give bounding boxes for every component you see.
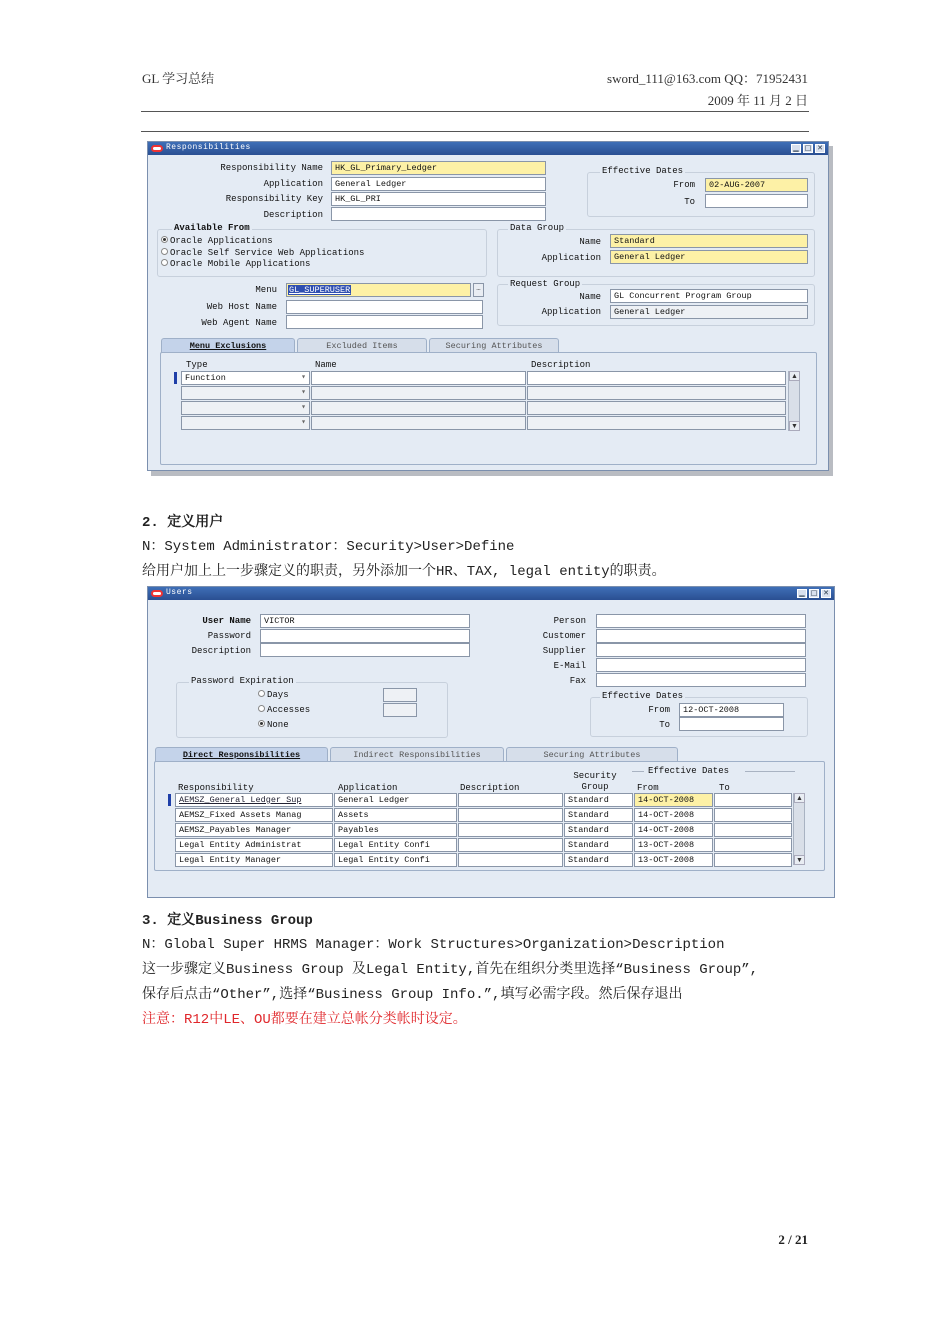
radio-selected-icon xyxy=(161,236,168,243)
current-record-indicator xyxy=(174,372,177,384)
oracle-logo-icon xyxy=(151,590,163,597)
to-date-cell[interactable] xyxy=(714,853,792,867)
web-agent-label: Web Agent Name xyxy=(201,318,277,328)
fax-label: Fax xyxy=(569,676,586,686)
col-description: Description xyxy=(531,360,591,370)
application-cell[interactable]: Assets xyxy=(334,808,457,822)
available-from-label: Available From xyxy=(174,223,250,233)
description-cell[interactable] xyxy=(527,386,786,400)
section-3-line2: 保存后点击“Other”,选择“Business Group Info.”,填写必需字段。然后保存退出 xyxy=(142,987,683,1003)
security-group-cell[interactable]: Standard xyxy=(564,853,633,867)
responsibility-key-label: Responsibility Key xyxy=(225,194,323,204)
dg-name-field[interactable]: Standard xyxy=(610,234,808,248)
password-expiration-label: Password Expiration xyxy=(191,676,294,686)
name-cell[interactable] xyxy=(311,386,526,400)
radio-accesses[interactable]: Accesses xyxy=(258,705,310,715)
maximize-icon[interactable]: □ xyxy=(810,589,818,597)
group-rule xyxy=(632,771,644,772)
type-select[interactable] xyxy=(181,401,310,415)
menu-lov-button[interactable]: … xyxy=(473,283,484,297)
application-field[interactable]: General Ledger xyxy=(331,177,546,191)
radio-mobile[interactable]: Oracle Mobile Applications xyxy=(161,259,310,269)
request-group-label: Request Group xyxy=(510,279,581,289)
section-2-nav: N：System Administrator：Security>User>Define xyxy=(142,539,515,555)
description-cell[interactable] xyxy=(458,853,563,867)
window-title: Users xyxy=(166,588,193,597)
description-cell[interactable] xyxy=(527,401,786,415)
description-field[interactable] xyxy=(331,207,546,221)
web-agent-field[interactable] xyxy=(286,315,483,329)
to-date-field[interactable] xyxy=(705,194,808,208)
name-cell[interactable] xyxy=(311,371,526,385)
col-security-group: Security Group xyxy=(573,771,617,792)
user-from-field[interactable]: 12-OCT-2008 xyxy=(679,703,784,717)
radio-none[interactable]: None xyxy=(258,720,289,730)
application-cell[interactable]: Legal Entity Confi xyxy=(334,838,457,852)
description-cell[interactable] xyxy=(458,808,563,822)
dg-name-label: Name xyxy=(579,237,601,247)
responsibility-key-field[interactable]: HK_GL_PRI xyxy=(331,192,546,206)
col-to: To xyxy=(719,783,730,793)
radio-oracle-applications[interactable]: Oracle Applications xyxy=(161,236,273,246)
section-3-note: 注意：R12中LE、OU都要在建立总帐分类帐时设定。 xyxy=(142,1012,467,1028)
web-host-label: Web Host Name xyxy=(206,302,277,312)
section-3-heading: 3. 定义Business Group xyxy=(142,913,313,929)
window-title: Responsibilities xyxy=(166,143,251,152)
description-cell[interactable] xyxy=(527,371,786,385)
tab-excluded-items[interactable]: Excluded Items xyxy=(297,338,427,353)
user-to-label: To xyxy=(659,720,670,730)
type-select[interactable] xyxy=(181,416,310,430)
radio-icon xyxy=(161,259,168,266)
minimize-icon[interactable]: ▁ xyxy=(791,144,801,153)
header-rule-2 xyxy=(141,131,809,132)
to-date-cell[interactable] xyxy=(714,793,792,807)
rg-name-field[interactable]: GL Concurrent Program Group xyxy=(610,289,808,303)
from-date-cell[interactable]: 14-OCT-2008 xyxy=(634,808,713,822)
user-description-label: Description xyxy=(191,646,251,656)
name-cell[interactable] xyxy=(311,401,526,415)
password-field[interactable] xyxy=(260,629,470,643)
responsibility-cell[interactable]: Legal Entity Administrat xyxy=(175,838,333,852)
email-label: E-Mail xyxy=(553,661,586,671)
header-right-date: 2009 年 11 月 2 日 xyxy=(707,93,808,108)
from-date-field[interactable]: 02-AUG-2007 xyxy=(705,178,808,192)
email-field[interactable] xyxy=(596,658,806,672)
section-3-line1: 这一步骤定义Business Group 及Legal Entity,首先在组织分类里选择“Business Group”, xyxy=(142,962,759,978)
radio-days[interactable]: Days xyxy=(258,690,289,700)
responsibility-cell[interactable]: AEMSZ_General Ledger Sup xyxy=(175,793,333,807)
scroll-down-icon[interactable]: ▼ xyxy=(789,421,800,431)
password-label: Password xyxy=(207,631,251,641)
supplier-field[interactable] xyxy=(596,643,806,657)
section-2-heading: 2. 定义用户 xyxy=(142,515,224,531)
scroll-up-icon[interactable]: ▲ xyxy=(789,371,800,381)
supplier-label: Supplier xyxy=(542,646,586,656)
data-group-label: Data Group xyxy=(510,223,565,233)
radio-selected-icon xyxy=(258,720,265,727)
description-label: Description xyxy=(263,210,323,220)
security-group-cell[interactable]: Standard xyxy=(564,793,633,807)
current-record-indicator xyxy=(168,794,171,806)
dg-application-label: Application xyxy=(541,253,601,263)
rg-application-label: Application xyxy=(541,307,601,317)
description-cell[interactable] xyxy=(458,838,563,852)
responsibility-name-label: Responsibility Name xyxy=(220,163,323,173)
menu-value: GL_SUPERUSER xyxy=(289,285,351,295)
rg-application-field[interactable]: General Ledger xyxy=(610,305,808,319)
user-name-field[interactable]: VICTOR xyxy=(260,614,470,628)
application-cell[interactable]: Payables xyxy=(334,823,457,837)
menu-field[interactable] xyxy=(286,283,471,297)
section-2-text: 给用户加上上一步骤定义的职责，另外添加一个HR、TAX, legal entity的职责。 xyxy=(142,564,666,580)
header-left: GL 学习总结 xyxy=(142,71,215,86)
oracle-logo-icon xyxy=(151,145,163,152)
radio-icon xyxy=(258,705,265,712)
header-rule xyxy=(141,111,809,112)
responsibility-cell[interactable]: Legal Entity Manager xyxy=(175,853,333,867)
to-date-cell[interactable] xyxy=(714,808,792,822)
tab-user-securing-attributes[interactable]: Securing Attributes xyxy=(506,747,678,762)
accesses-field[interactable] xyxy=(383,703,417,717)
col-responsibility: Responsibility xyxy=(178,783,254,793)
responsibility-cell[interactable]: AEMSZ_Fixed Assets Manag xyxy=(175,808,333,822)
tab-indirect-responsibilities[interactable]: Indirect Responsibilities xyxy=(330,747,504,762)
customer-label: Customer xyxy=(542,631,586,641)
to-date-cell[interactable] xyxy=(714,838,792,852)
rg-name-label: Name xyxy=(579,292,601,302)
scroll-up-icon[interactable]: ▲ xyxy=(794,793,805,803)
responsibility-name-field[interactable]: HK_GL_Primary_Ledger xyxy=(331,161,546,175)
col-from: From xyxy=(637,783,659,793)
type-select[interactable]: Function ▾ xyxy=(181,371,310,385)
from-date-cell[interactable]: 13-OCT-2008 xyxy=(634,838,713,852)
section-3-nav: N：Global Super HRMS Manager：Work Structures>Organization>Description xyxy=(142,937,725,953)
web-host-field[interactable] xyxy=(286,300,483,314)
tab-direct-responsibilities[interactable]: Direct Responsibilities xyxy=(155,747,328,762)
tab-menu-exclusions[interactable]: Menu Exclusions xyxy=(161,338,295,353)
person-label: Person xyxy=(553,616,586,626)
customer-field[interactable] xyxy=(596,629,806,643)
col-name: Name xyxy=(315,360,337,370)
from-date-cell[interactable]: 13-OCT-2008 xyxy=(634,853,713,867)
user-to-field[interactable] xyxy=(679,717,784,731)
name-cell[interactable] xyxy=(311,416,526,430)
description-cell[interactable] xyxy=(458,793,563,807)
from-label: From xyxy=(673,180,695,190)
tab-securing-attributes[interactable]: Securing Attributes xyxy=(429,338,559,353)
days-field[interactable] xyxy=(383,688,417,702)
application-cell[interactable]: General Ledger xyxy=(334,793,457,807)
to-date-cell[interactable] xyxy=(714,823,792,837)
responsibility-cell[interactable]: AEMSZ_Payables Manager xyxy=(175,823,333,837)
person-field[interactable] xyxy=(596,614,806,628)
to-label: To xyxy=(684,197,695,207)
menu-label: Menu xyxy=(255,285,277,295)
security-group-cell[interactable]: Standard xyxy=(564,838,633,852)
user-name-label: User Name xyxy=(202,616,251,626)
user-description-field[interactable] xyxy=(260,643,470,657)
description-cell[interactable] xyxy=(527,416,786,430)
col-application: Application xyxy=(338,783,398,793)
close-icon[interactable]: ✕ xyxy=(815,144,825,153)
security-group-cell[interactable]: Standard xyxy=(564,808,633,822)
security-group-cell[interactable]: Standard xyxy=(564,823,633,837)
group-rule xyxy=(745,771,795,772)
effective-dates-label: Effective Dates xyxy=(602,166,684,176)
user-from-label: From xyxy=(648,705,670,715)
close-icon[interactable]: ✕ xyxy=(821,589,831,598)
fax-field[interactable] xyxy=(596,673,806,687)
scroll-down-icon[interactable]: ▼ xyxy=(794,855,805,865)
col-type: Type xyxy=(186,360,208,370)
radio-icon xyxy=(258,690,265,697)
from-date-cell[interactable]: 14-OCT-2008 xyxy=(634,823,713,837)
maximize-icon[interactable]: □ xyxy=(804,144,812,152)
from-date-cell[interactable]: 14-OCT-2008 xyxy=(634,793,713,807)
description-cell[interactable] xyxy=(458,823,563,837)
col-user-description: Description xyxy=(460,783,520,793)
application-label: Application xyxy=(263,179,323,189)
application-cell[interactable]: Legal Entity Confi xyxy=(334,853,457,867)
type-select[interactable] xyxy=(181,386,310,400)
user-effective-dates-label: Effective Dates xyxy=(602,691,684,701)
minimize-icon[interactable]: ▁ xyxy=(797,589,807,598)
header-right-contact: sword_111@163.com QQ：71952431 xyxy=(607,71,808,86)
radio-self-service[interactable]: Oracle Self Service Web Applications xyxy=(161,248,364,258)
effective-dates-column-group: Effective Dates xyxy=(648,766,730,776)
page-number: 2 / 21 xyxy=(778,1232,808,1247)
radio-icon xyxy=(161,248,168,255)
dg-application-field[interactable]: General Ledger xyxy=(610,250,808,264)
